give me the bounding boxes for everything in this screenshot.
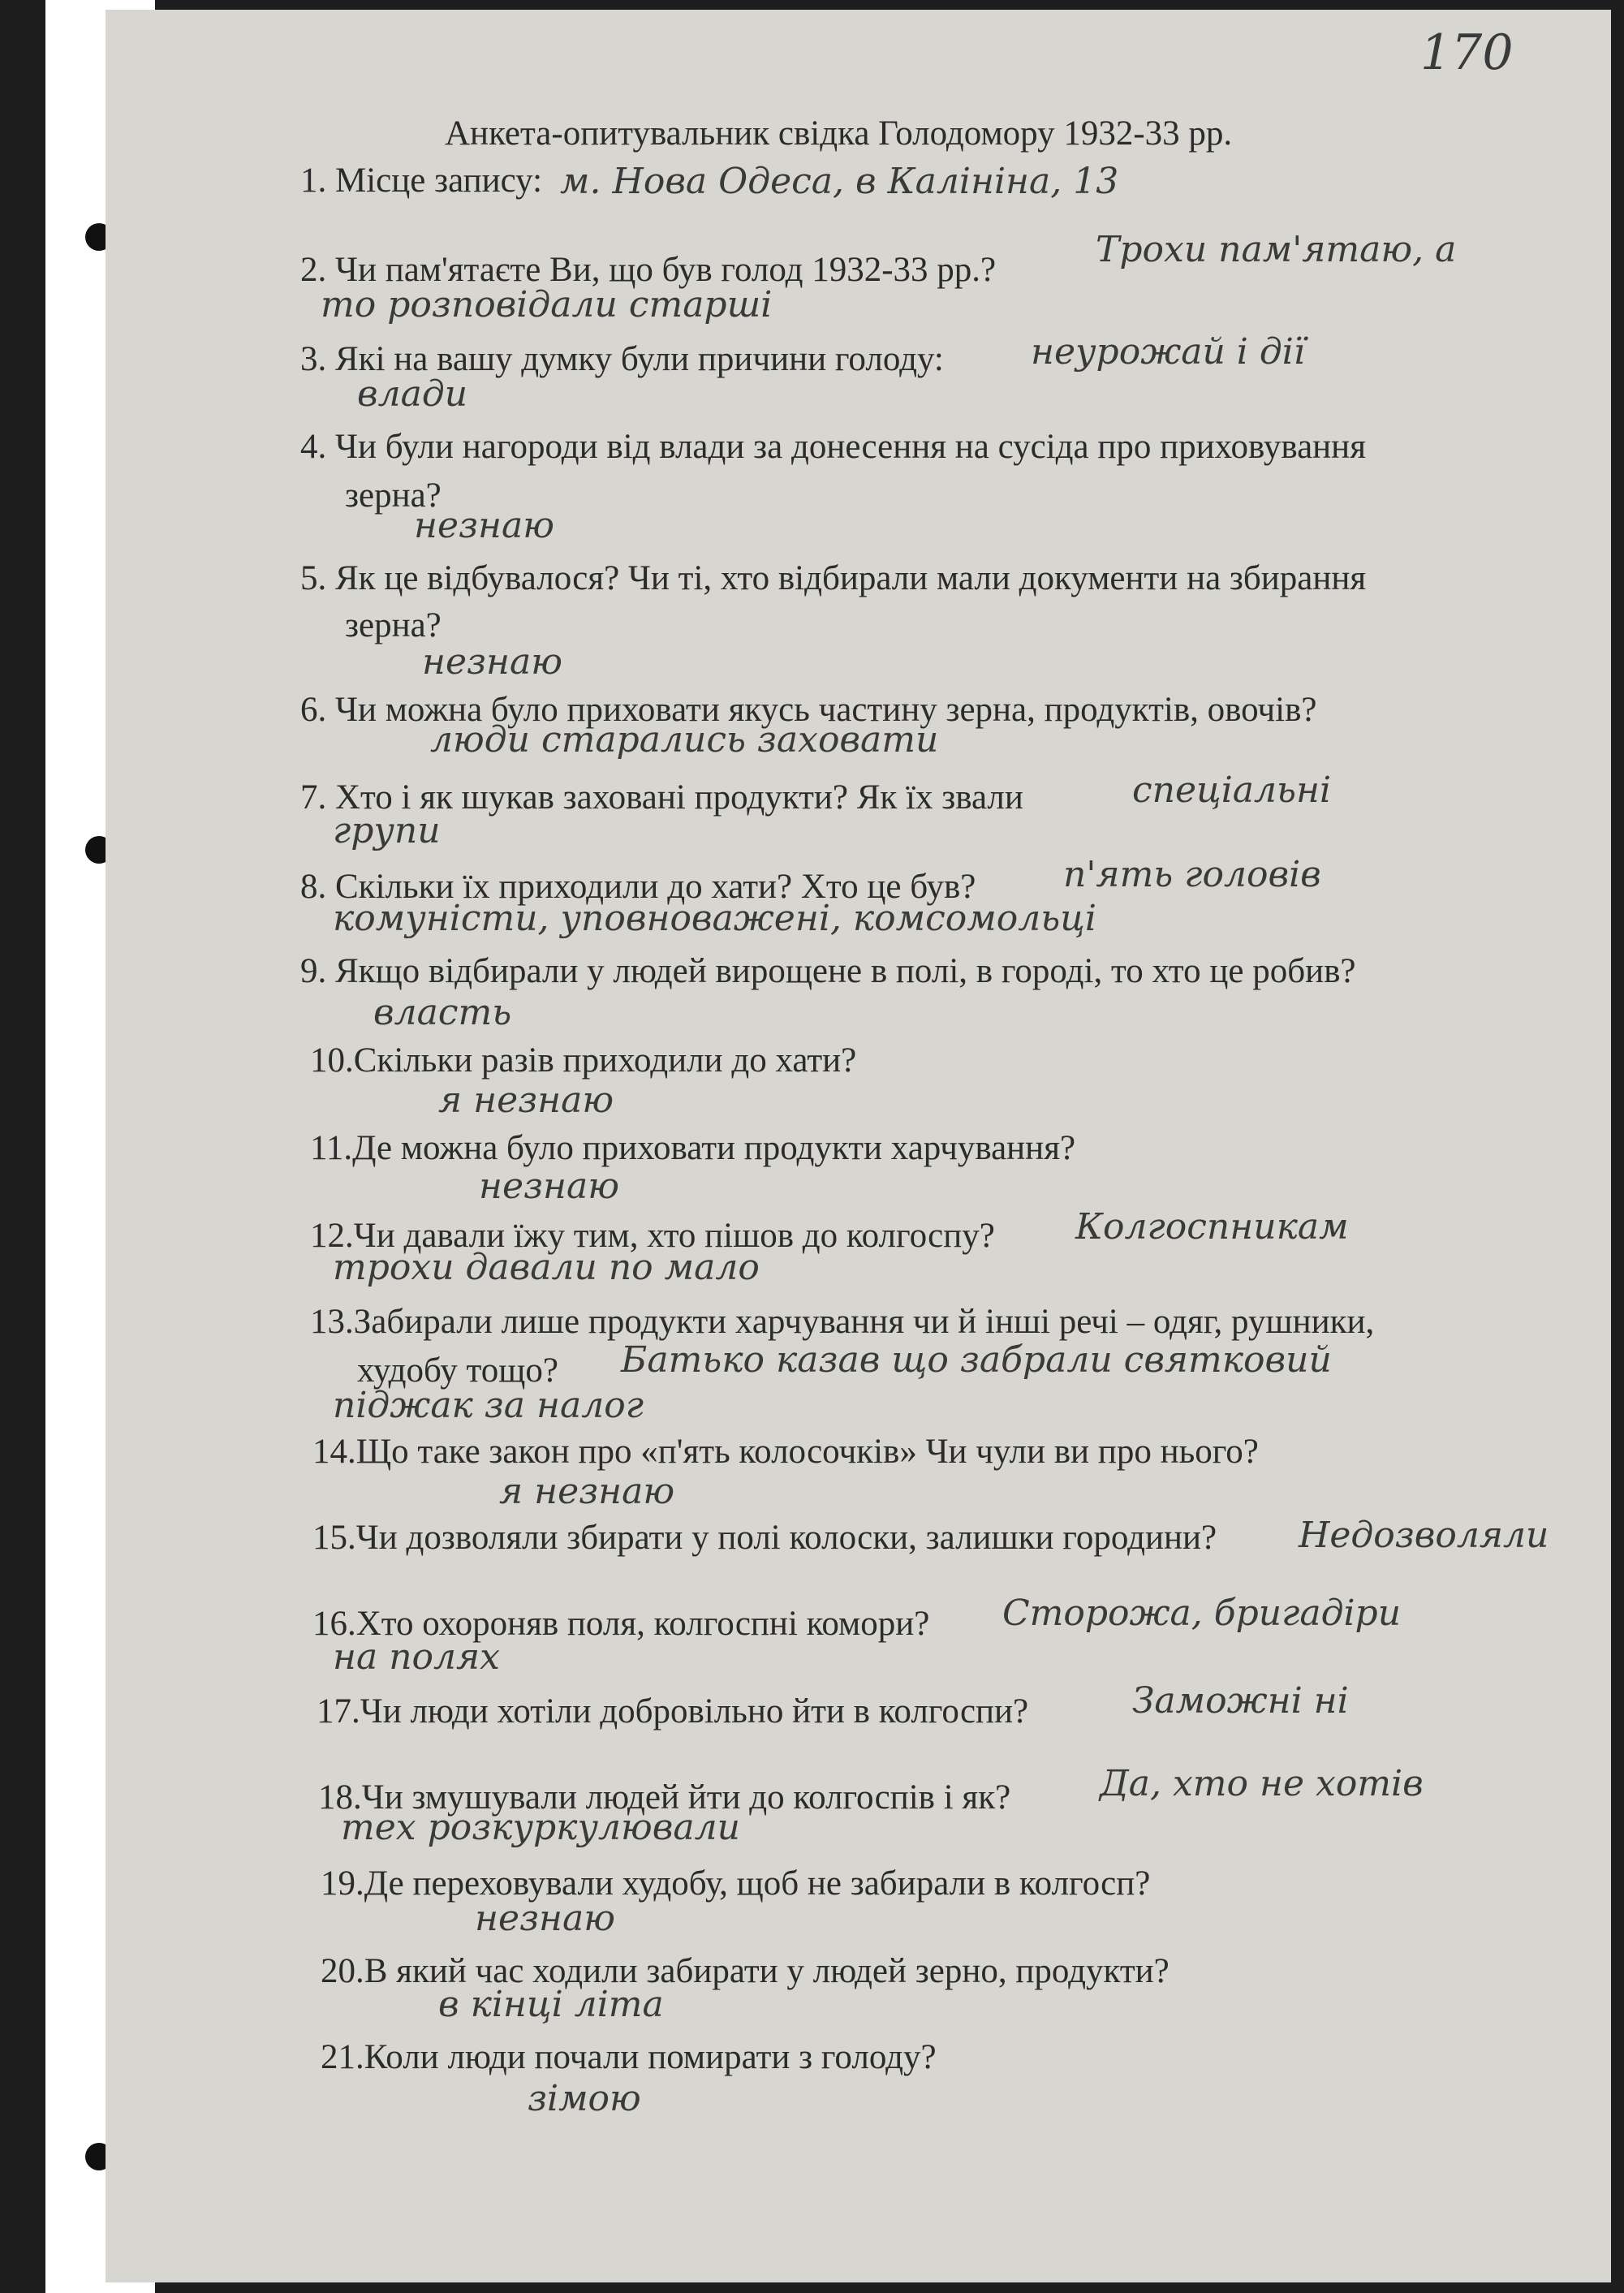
handwritten-answer: п'ять головів: [1063, 854, 1321, 895]
question-line: 8. Скільки їх приходили до хати? Хто це був?: [300, 868, 976, 906]
question-line: 19.Де переховували худобу, щоб не забирали в колгосп?: [321, 1864, 1151, 1903]
question-line: 5. Як це відбувалося? Чи ті, хто відбирали мали документи на збирання: [300, 559, 1367, 597]
page-number: 170: [1420, 24, 1514, 81]
handwritten-answer: м. Нова Одеса, в Калініна, 13: [560, 161, 1119, 202]
question-line: 21.Коли люди почали помирати з голоду?: [321, 2038, 937, 2076]
question-line: 13.Забирали лише продукти харчування чи й інші речі – одяг, рушники,: [310, 1303, 1375, 1341]
question-line: 7. Хто і як шукав заховані продукти? Як їх звали: [300, 778, 1023, 817]
handwritten-answer: комуністи, уповноважені, комсомольці: [333, 898, 1096, 939]
handwritten-answer: тех розкуркулювали: [341, 1807, 740, 1848]
handwritten-answer: піджак за налог: [333, 1385, 644, 1426]
handwritten-answer: групи: [333, 810, 441, 851]
question-line: 17.Чи люди хотіли добровільно йти в колгоспи?: [317, 1692, 1029, 1731]
question-line: зерна?: [345, 476, 442, 515]
question-line: худобу тощо?: [357, 1351, 558, 1390]
question-line: зерна?: [345, 606, 442, 644]
question-line: 20.В який час ходили забирати у людей зерно, продукти?: [321, 1952, 1170, 1990]
page-title: Анкета-опитувальник свідка Голодомору 1932-33 рр.: [445, 114, 1233, 153]
question-line: 14.Що таке закон про «п'ять колосочків» Чи чули ви про нього?: [312, 1433, 1259, 1471]
question-line: 9. Якщо відбирали у людей вирощене в полі, в городі, то хто це робив?: [300, 952, 1356, 990]
question-line: 2. Чи пам'ятаєте Ви, що був голод 1932-33 рр.?: [300, 251, 997, 289]
handwritten-answer: в кінці літа: [438, 1984, 664, 2025]
handwritten-answer: я незнаю: [438, 1080, 614, 1121]
question-line: 3. Які на вашу думку були причини голоду:: [300, 340, 944, 378]
handwritten-answer: трохи давали по мало: [333, 1247, 760, 1288]
handwritten-answer: Да, хто не хотів: [1100, 1763, 1424, 1804]
handwritten-answer: зімою: [528, 2078, 641, 2119]
handwritten-answer: Заможні ні: [1132, 1680, 1349, 1722]
handwritten-answer: незнаю: [479, 1166, 619, 1207]
handwritten-answer: Батько казав що забрали святковий: [621, 1339, 1332, 1381]
handwritten-answer: незнаю: [422, 641, 562, 683]
question-line: 12.Чи давали їжу тим, хто пішов до колгоспу?: [310, 1217, 995, 1255]
handwritten-answer: люди старались заховати: [430, 719, 939, 761]
question-line: 16.Хто охороняв поля, колгоспні комори?: [312, 1605, 930, 1643]
handwritten-answer: Недозволяли: [1299, 1515, 1549, 1556]
handwritten-answer: я незнаю: [499, 1471, 675, 1512]
question-line: 1. Місце запису:: [300, 162, 543, 200]
question-line: 10.Скільки разів приходили до хати?: [310, 1041, 857, 1080]
question-line: 15.Чи дозволяли збирати у полі колоски, залишки городини?: [312, 1519, 1217, 1557]
handwritten-answer: власть: [373, 992, 512, 1033]
handwritten-answer: незнаю: [475, 1898, 615, 1939]
question-line: 11.Де можна було приховати продукти харчування?: [310, 1129, 1076, 1167]
handwritten-answer: неурожай і дії: [1031, 331, 1305, 373]
handwritten-answer: Сторожа, бригадіри: [1002, 1593, 1402, 1634]
handwritten-answer: то розповідали старші: [321, 284, 773, 325]
handwritten-answer: Колгоспникам: [1075, 1206, 1349, 1248]
handwritten-answer: незнаю: [414, 505, 554, 546]
question-line: 18.Чи змушували людей йти до колгоспів і як?: [318, 1778, 1011, 1817]
question-line: 4. Чи були нагороди від влади за донесення на сусіда про приховування: [300, 428, 1366, 466]
handwritten-answer: Трохи пам'ятаю, а: [1096, 229, 1457, 270]
handwritten-answer: влади: [357, 373, 468, 415]
handwritten-answer: на полях: [333, 1636, 500, 1678]
question-line: 6. Чи можна було приховати якусь частину зерна, продуктів, овочів?: [300, 691, 1317, 729]
handwritten-answer: спеціальні: [1132, 769, 1332, 811]
